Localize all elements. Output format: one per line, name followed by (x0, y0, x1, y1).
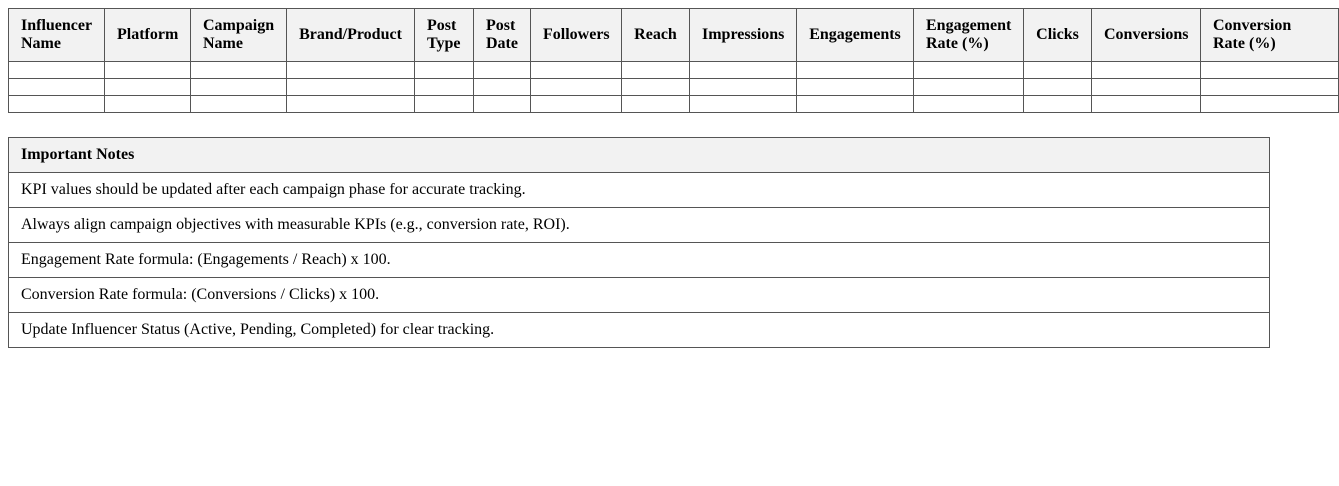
table-cell[interactable] (1024, 62, 1092, 79)
table-cell[interactable] (287, 79, 415, 96)
table-cell[interactable] (914, 79, 1024, 96)
table-cell[interactable] (287, 96, 415, 113)
header-clicks: Clicks (1024, 9, 1092, 62)
table-row (9, 79, 1339, 96)
table-cell[interactable] (914, 96, 1024, 113)
table-cell[interactable] (1201, 79, 1339, 96)
header-row (9, 9, 1339, 62)
important-notes-table (8, 137, 1270, 348)
header-reach: Reach (622, 9, 690, 62)
header-platform: Platform (105, 9, 191, 62)
table-cell[interactable] (531, 79, 622, 96)
note-row (9, 208, 1270, 243)
note-row (9, 173, 1270, 208)
table-cell[interactable] (105, 96, 191, 113)
table-cell[interactable] (797, 62, 914, 79)
table-cell[interactable] (9, 62, 105, 79)
notes-title: Important Notes (9, 138, 1270, 173)
table-cell[interactable] (797, 79, 914, 96)
header-impressions: Impressions (690, 9, 797, 62)
table-cell[interactable] (531, 62, 622, 79)
note-item: Conversion Rate formula: (Conversions / Clicks) x 100. (9, 278, 1270, 313)
header-engagements: Engagements (797, 9, 914, 62)
header-influencer-name: Influencer Name (9, 9, 105, 62)
note-row (9, 278, 1270, 313)
table-cell[interactable] (9, 79, 105, 96)
table-cell[interactable] (415, 79, 474, 96)
table-cell[interactable] (622, 79, 690, 96)
table-cell[interactable] (1201, 96, 1339, 113)
note-row (9, 243, 1270, 278)
header-post-type: Post Type (415, 9, 474, 62)
table-row (9, 96, 1339, 113)
table-cell[interactable] (1024, 96, 1092, 113)
table-cell[interactable] (191, 96, 287, 113)
header-post-date: Post Date (474, 9, 531, 62)
table-cell[interactable] (1201, 62, 1339, 79)
table-cell[interactable] (1092, 62, 1201, 79)
table-cell[interactable] (690, 96, 797, 113)
table-cell[interactable] (1092, 79, 1201, 96)
note-row (9, 313, 1270, 348)
table-cell[interactable] (105, 62, 191, 79)
table-cell[interactable] (105, 79, 191, 96)
header-conversions: Conversions (1092, 9, 1201, 62)
table-cell[interactable] (531, 96, 622, 113)
table-cell[interactable] (191, 79, 287, 96)
table-cell[interactable] (474, 79, 531, 96)
table-row (9, 62, 1339, 79)
note-item: Always align campaign objectives with measurable KPIs (e.g., conversion rate, ROI). (9, 208, 1270, 243)
header-engagement-rate: Engagement Rate (%) (914, 9, 1024, 62)
table-cell[interactable] (287, 62, 415, 79)
table-cell[interactable] (9, 96, 105, 113)
table-cell[interactable] (415, 62, 474, 79)
table-cell[interactable] (415, 96, 474, 113)
header-followers: Followers (531, 9, 622, 62)
header-conversion-rate: Conversion Rate (%) (1201, 9, 1339, 62)
note-item: KPI values should be updated after each campaign phase for accurate tracking. (9, 173, 1270, 208)
table-cell[interactable] (690, 62, 797, 79)
table-cell[interactable] (690, 79, 797, 96)
table-cell[interactable] (1092, 96, 1201, 113)
table-cell[interactable] (914, 62, 1024, 79)
table-cell[interactable] (191, 62, 287, 79)
kpi-table (8, 8, 1339, 113)
table-cell[interactable] (474, 62, 531, 79)
kpi-table-container (8, 8, 1292, 113)
table-cell[interactable] (1024, 79, 1092, 96)
table-cell[interactable] (622, 62, 690, 79)
table-cell[interactable] (474, 96, 531, 113)
table-cell[interactable] (622, 96, 690, 113)
header-campaign-name: Campaign Name (191, 9, 287, 62)
note-item: Engagement Rate formula: (Engagements / Reach) x 100. (9, 243, 1270, 278)
kpi-table-body (9, 62, 1339, 113)
notes-header-row (9, 138, 1270, 173)
header-brand-product: Brand/Product (287, 9, 415, 62)
table-cell[interactable] (797, 96, 914, 113)
note-item: Update Influencer Status (Active, Pending, Completed) for clear tracking. (9, 313, 1270, 348)
